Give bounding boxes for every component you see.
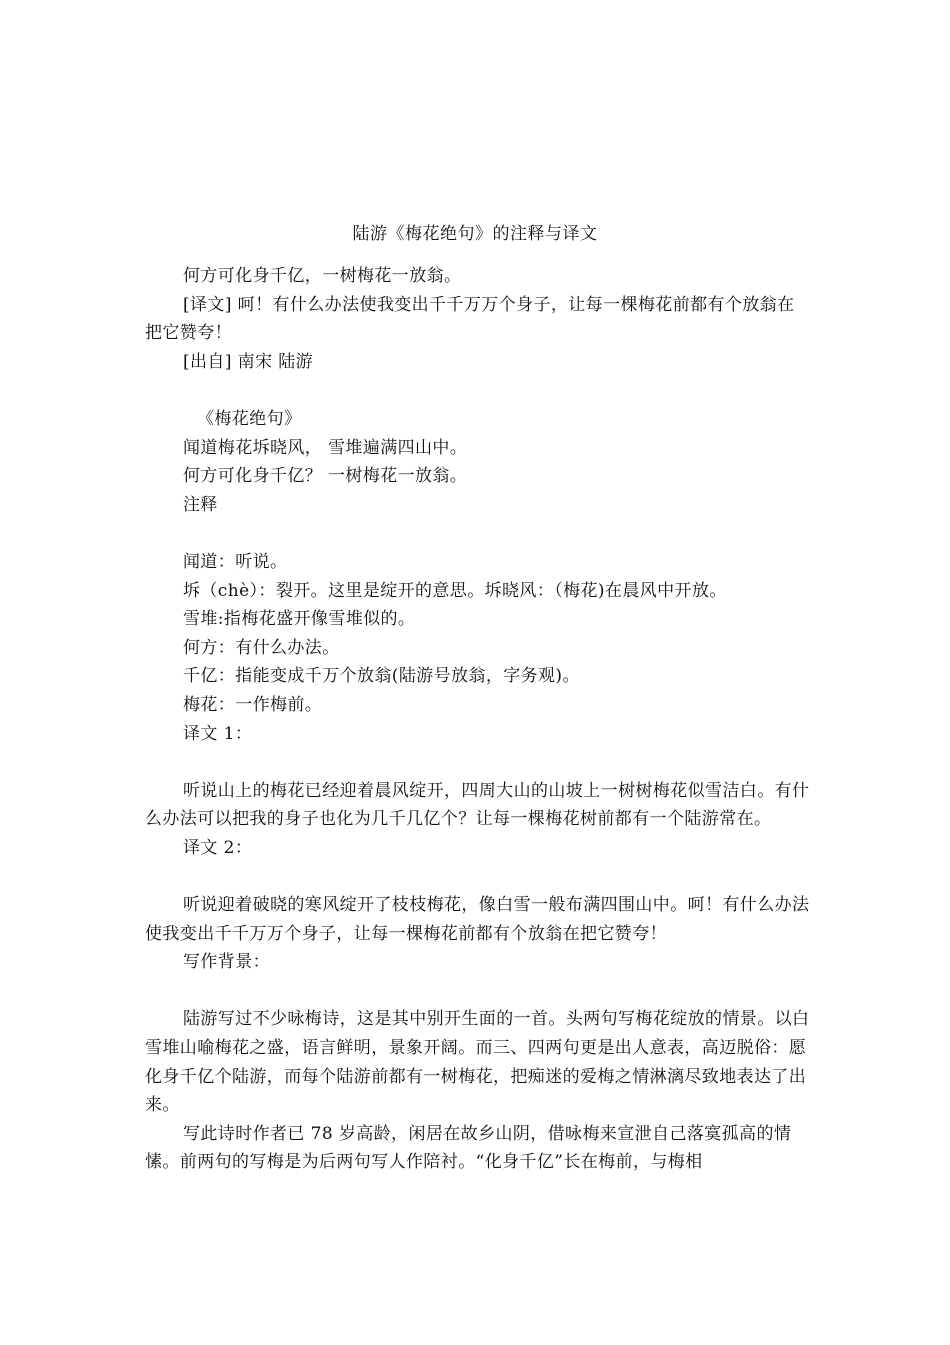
spacer	[145, 376, 810, 405]
notes-heading: 注释	[183, 494, 218, 515]
spacer	[145, 748, 810, 777]
note-item: 梅花：一作梅前。	[183, 694, 323, 715]
translation2-text: 听说迎着破晓的寒风绽开了枝枝梅花，像白雪一般布满四围山中。呵！有什么办法使我变出千千万万个身子，让每一棵梅花前都有个放翁在把它赞夸！	[145, 895, 810, 944]
intro-translation: [译文] 呵！有什么办法使我变出千千万万个身子，让每一棵梅花前都有个放翁在把它赞夸！	[145, 294, 795, 344]
background-paragraph: 陆游写过不少咏梅诗，这是其中别开生面的一首。头两句写梅花绽放的情景。以白雪堆山喻梅花之盛，语言鲜明，景象开阔。而三、四两句更是出人意表，高迈脱俗：愿化身千亿个陆游，而每个陆游前都有一树梅花，把痴迷的爱梅之情淋漓尽致地表达了出来。	[145, 1009, 810, 1116]
intro-source: [出自] 南宋 陆游	[183, 351, 314, 372]
document-title: 陆游《梅花绝句》的注释与译文	[352, 224, 598, 244]
poem-title: 《梅花绝句》	[197, 408, 302, 429]
document-body	[145, 262, 810, 1177]
intro-quote: 何方可化身千亿，一树梅花一放翁。	[183, 266, 462, 286]
translation1-heading: 译文 1：	[183, 723, 253, 744]
note-item: 坼（chè）：裂开。这里是绽开的意思。坼晓风：（梅花)在晨风中开放。	[183, 580, 727, 601]
translation2-heading: 译文 2：	[183, 837, 253, 858]
spacer	[145, 862, 810, 891]
poem-line-1: 闻道梅花坼晓风， 雪堆遍满四山中。	[183, 437, 468, 458]
spacer	[145, 977, 810, 1006]
note-item: 雪堆:指梅花盛开像雪堆似的。	[183, 609, 416, 630]
background-heading: 写作背景：	[183, 952, 270, 973]
poem-line-2: 何方可化身千亿？ 一树梅花一放翁。	[183, 466, 468, 487]
translation1-text: 听说山上的梅花已经迎着晨风绽开，四周大山的山坡上一树树梅花似雪洁白。有什么办法可以把我的身子也化为几千几亿个？让每一棵梅花树前都有一个陆游常在。	[145, 780, 810, 830]
note-item: 何方：有什么办法。	[183, 637, 340, 658]
background-paragraph: 写此诗时作者已 78 岁高龄，闲居在故乡山阴，借咏梅来宣泄自己落寞孤高的情愫。前两句的写梅是为后两句写人作陪衬。“化身千亿”长在梅前，与梅相	[145, 1123, 792, 1173]
note-item: 闻道：听说。	[183, 551, 288, 572]
note-item: 千亿：指能变成千万个放翁(陆游号放翁，字务观)。	[183, 666, 580, 687]
spacer	[145, 519, 810, 548]
